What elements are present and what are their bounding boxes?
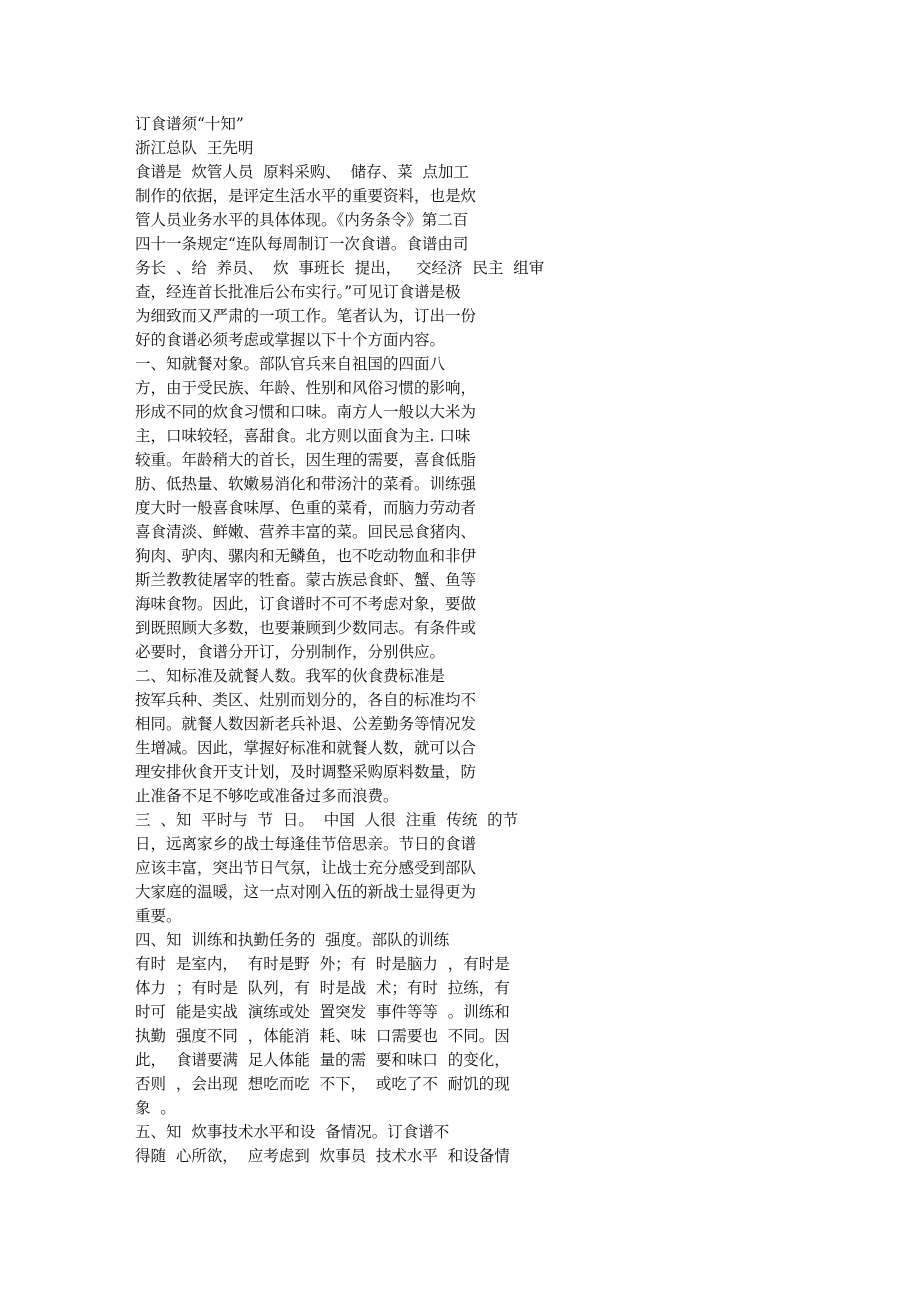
text-line: 度大时一般喜食味厚、色重的菜肴，而脑力劳动者 [135,499,477,517]
text-line: 此， 食谱要满 足人体能 量的需 要和味口 的变化， [135,1051,510,1069]
article-title: 订食谱须“十知” [135,115,244,133]
text-line: 理安排伙食开支计划，及时调整采购原料数量，防 [135,763,477,781]
text-line: 重要。 [135,907,182,925]
text-line: 得随 心所欲， 应考虑到 炊事员 技术水平 和设备情 [135,1147,510,1165]
text-line: 按军兵种、类区、灶别而划分的，各自的标准均不 [135,691,477,709]
text-line: 形成不同的炊食习惯和口味。南方人一般以大米为 [135,403,477,421]
text-line: 一、知就餐对象。部队官兵来自祖国的四面八 [135,355,446,373]
text-line: 较重。年龄稍大的首长，因生理的需要，喜食低脂 [135,451,477,469]
text-line: 生增减。因此，掌握好标准和就餐人数，就可以合 [135,739,477,757]
text-line: 执勤 强度不同 ，体能消 耗、味 口需要也 不同。因 [135,1027,510,1045]
text-line: 为细致而又严肃的一项工作。笔者认为，订出一份 [135,307,477,325]
text-line: 象 。 [135,1099,176,1117]
text-line: 查，经连首长批准后公布实行。”可见订食谱是极 [135,283,461,301]
text-line: 四十一条规定“连队每周制订一次食谱。食谱由司 [135,235,469,253]
text-line: 时可 能是实战 演练或处 置突发 事件等等 。训练和 [135,1003,510,1021]
text-line: 二、知标准及就餐人数。我军的伙食费标准是 [135,667,446,685]
text-line: 必要时，食谱分开订，分别制作，分别供应。 [135,643,446,661]
text-line: 狗肉、驴肉、骡肉和无鳞鱼，也不吃动物血和非伊 [135,547,477,565]
text-line: 海味食物。因此，订食谱时不可不考虑对象，要做 [135,595,477,613]
article-author: 浙江总队 王先明 [135,139,254,157]
text-line: 好的食谱必须考虑或掌握以下十个方面内容。 [135,331,446,349]
text-line: 方，由于受民族、年龄、性别和风俗习惯的影响， [135,379,477,397]
text-line: 四、知 训练和执勤任务的 强度。部队的训练 [135,931,450,949]
text-line: 务长 、给 养员、 炊 事班长 提出， 交经济 民主 组审 [135,259,545,277]
text-line: 管人员业务水平的具体体现。《内务条令》第二百 [135,211,469,229]
text-line: 否则 ，会出现 想吃而吃 不下， 或吃了不 耐饥的现 [135,1075,510,1093]
text-line: 相同。就餐人数因新老兵补退、公差勤务等情况发 [135,715,477,733]
text-line: 体力 ；有时是 队列，有 时是战 术；有时 拉练，有 [135,979,510,997]
text-line: 止准备不足不够吃或准备过多而浪费。 [135,787,399,805]
text-line: 制作的依据，是评定生活水平的重要资料，也是炊 [135,187,477,205]
text-line: 大家庭的温暖，这一点对刚入伍的新战士显得更为 [135,883,477,901]
article-paragraphs [135,160,555,1168]
text-line: 肪、低热量、软嫩易消化和带汤汁的菜肴。训练强 [135,475,477,493]
text-line: 斯兰教教徒屠宰的牲畜。蒙古族忌食虾、蟹、鱼等 [135,571,477,589]
text-line: 三 、知 平时与 节 日。 中国 人很 注重 传统 的节 [135,811,519,829]
text-line: 到既照顾大多数，也要兼顾到少数同志。有条件或 [135,619,477,637]
text-line: 主，口味较轻，喜甜食。北方则以面食为主. 口味 [135,427,471,445]
text-line: 食谱是 炊管人员 原料采购、 储存、菜 点加工 [135,163,469,181]
text-line: 应该丰富，突出节日气氛，让战士充分感受到部队 [135,859,477,877]
article-body [135,112,555,1168]
text-line: 日，远离家乡的战士每逢佳节倍思亲。节日的食谱 [135,835,477,853]
text-line: 有时 是室内， 有时是野 外；有 时是脑力 ，有时是 [135,955,510,973]
text-line: 五、知 炊事技术水平和设 备情况。订食谱不 [135,1123,450,1141]
text-line: 喜食清淡、鲜嫩、营养丰富的菜。回民忌食猪肉、 [135,523,477,541]
